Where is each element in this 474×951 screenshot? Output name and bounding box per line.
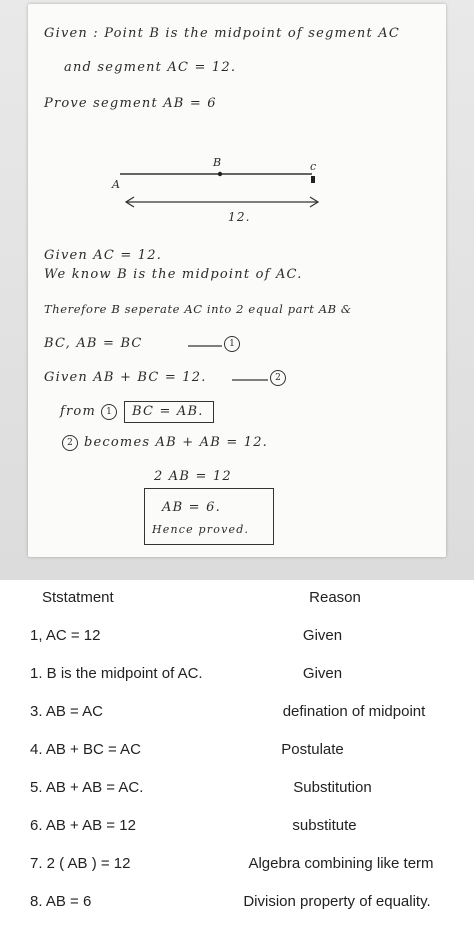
row-reason: Substitution — [293, 779, 372, 796]
eq2-marker — [270, 369, 286, 386]
row-reason: substitute — [292, 817, 357, 834]
row-reason: Given — [302, 627, 343, 644]
becomes-marker — [62, 434, 78, 451]
circled-one-icon: 1 — [101, 404, 117, 420]
prove-line: Prove segment AB = 6 — [44, 96, 217, 111]
given-sum: Given AB + BC = 12. — [44, 370, 207, 385]
length-label: 12. — [228, 210, 251, 224]
two-ab-line: 2 AB = 12 — [154, 469, 232, 484]
given-line-2: and segment AC = 12. — [64, 60, 237, 75]
point-b-dot — [218, 172, 222, 176]
row-reason: Algebra combining like term — [248, 855, 434, 872]
row-reason: defination of midpoint — [282, 703, 426, 720]
proof-table — [0, 580, 474, 951]
given-ac: Given AC = 12. — [44, 248, 163, 263]
row-statement: 1, AC = 12 — [30, 627, 101, 644]
given-line-1: Given : Point B is the midpoint of segment AC — [44, 26, 400, 41]
row-statement: 3. AB = AC — [30, 703, 103, 720]
table-row — [0, 622, 474, 660]
table-row — [0, 774, 474, 812]
table-row — [0, 812, 474, 850]
conclusion-box — [144, 488, 274, 545]
label-b: B — [213, 156, 223, 169]
row-statement: 7. 2 ( AB ) = 12 — [30, 855, 131, 872]
eq1-dash — [188, 344, 222, 348]
table-row — [0, 660, 474, 698]
from-label: from — [60, 404, 96, 419]
table-row — [0, 698, 474, 736]
table-row — [0, 850, 474, 888]
row-reason: Division property of equality. — [243, 893, 431, 910]
hence-proved: Hence proved. — [152, 523, 250, 536]
header-statement: Ststatment — [42, 589, 114, 606]
row-statement: 6. AB + AB = 12 — [30, 817, 136, 834]
therefore-line: Therefore B seperate AC into 2 equal part AB & — [44, 302, 352, 316]
circled-two-icon: 2 — [62, 435, 78, 451]
circled-one-icon: 1 — [224, 336, 240, 352]
label-a: A — [112, 178, 122, 191]
row-statement: 5. AB + AB = AC. — [30, 779, 144, 796]
row-statement: 1. B is the midpoint of AC. — [30, 665, 203, 682]
row-statement: 8. AB = 6 — [30, 893, 92, 910]
point-c-mark — [311, 176, 315, 183]
row-reason: Postulate — [281, 741, 344, 758]
boxed-equation: BC = AB. — [132, 404, 204, 419]
table-row — [0, 736, 474, 774]
header-reason: Reason — [309, 589, 361, 606]
row-reason: Given — [302, 665, 343, 682]
know-midpoint: We know B is the midpoint of AC. — [44, 267, 303, 282]
label-c: c — [310, 160, 318, 173]
becomes-line: becomes AB + AB = 12. — [84, 435, 269, 450]
bc-equation: BC, AB = BC — [44, 336, 143, 351]
ab-equals-6: AB = 6. — [162, 500, 221, 515]
row-statement: 4. AB + BC = AC — [30, 741, 141, 758]
eq2-dash — [232, 378, 268, 382]
eq1-marker — [224, 335, 240, 352]
table-header — [0, 584, 474, 622]
from-marker — [101, 403, 117, 420]
circled-two-icon: 2 — [270, 370, 286, 386]
table-row — [0, 888, 474, 926]
